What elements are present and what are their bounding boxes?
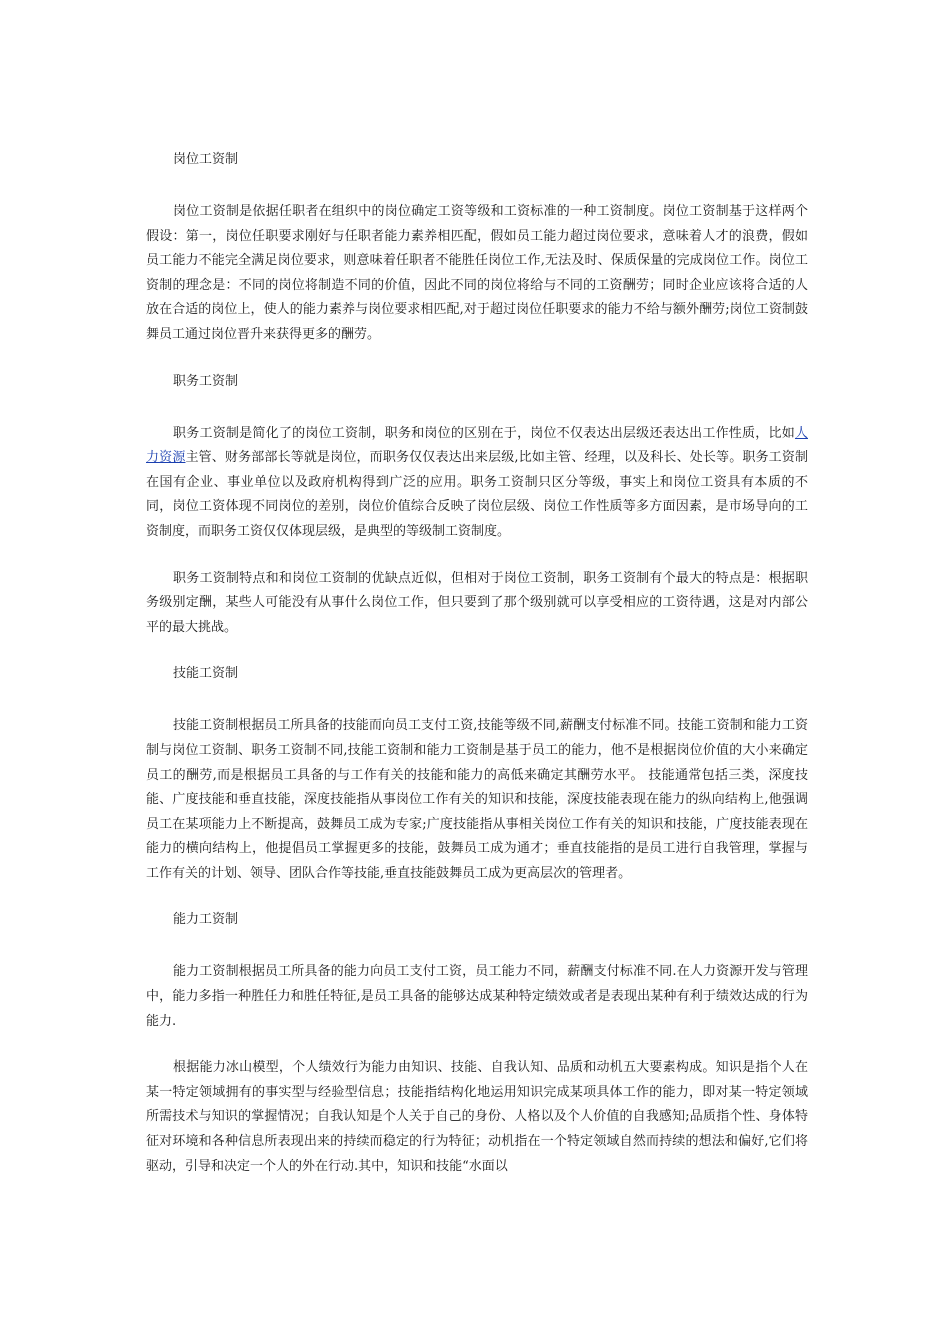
section-heading-zhiwu: 职务工资制 [173, 373, 239, 389]
paragraph-zhiwu-2: 职务工资制特点和和岗位工资制的优缺点近似，但相对于岗位工资制，职务工资制有个最大的特点是：根据职务级别定酬，某些人可能没有从事什么岗位工作，但只要到了那个级别就可以享受相应的工资待遇，这是对内部公平的最大挑战。 [146, 570, 808, 635]
paragraph-text: 职务工资制是简化了的岗位工资制，职务和岗位的区别在于，岗位不仅表达出层级还表达出工作性质，比如 [173, 425, 795, 441]
paragraph-nengli-1: 能力工资制根据员工所具备的能力向员工支付工资，员工能力不同，薪酬支付标准不同.在人力资源开发与管理中，能力多指一种胜任力和胜任特征,是员工具备的能够达成某种特定绩效或者是表现出某种有利于绩效达成的行为能力. [146, 964, 808, 1029]
document-page [146, 148, 808, 1201]
paragraph-gangwei-1: 岗位工资制是依据任职者在组织中的岗位确定工资等级和工资标准的一种工资制度。岗位工资制基于这样两个假设：第一，岗位任职要求刚好与任职者能力素养相匹配，假如员工能力超过岗位要求，意味着人才的浪费，假如员工能力不能完全满足岗位要求，则意味着任职者不能胜任岗位工作,无法及时、保质保量的完成岗位工作。岗位工资制的理念是：不同的岗位将制造不同的价值，因此不同的岗位将给与不同的工资酬劳；同时企业应该将合适的人放在合适的岗位上，使人的能力素养与岗位要求相匹配,对于超过岗位任职要求的能力不给与额外酬劳;岗位工资制鼓舞员工通过岗位晋升来获得更多的酬劳。 [146, 204, 808, 342]
section-heading-gangwei: 岗位工资制 [173, 152, 239, 167]
section-heading-jineng: 技能工资制 [173, 666, 239, 682]
section-heading-nengli: 能力工资制 [173, 912, 239, 928]
paragraph-zhiwu-1 [146, 422, 808, 545]
paragraph-nengli-2: 根据能力冰山模型，个人绩效行为能力由知识、技能、自我认知、品质和动机五大要素构成。知识是指个人在某一特定领域拥有的事实型与经验型信息；技能指结构化地运用知识完成某项具体工作的能力，即对某一特定领域所需技术与知识的掌握情况；自我认知是个人关于自己的身份、人格以及个人价值的自我感知;品质指个性、身体特征对环境和各种信息所表现出来的持续而稳定的行为特征；动机指在一个特定领域自然而持续的想法和偏好,它们将驱动，引导和决定一个人的外在行动.其中，知识和技能“水面以 [146, 1060, 808, 1174]
hr-link[interactable]: 人力资源 [146, 425, 808, 466]
paragraph-jineng-1: 技能工资制根据员工所具备的技能而向员工支付工资,技能等级不同,薪酬支付标准不同。技能工资制和能力工资制与岗位工资制、职务工资制不同,技能工资制和能力工资制是基于员工的能力，他不是根据岗位价值的大小来确定员工的酬劳,而是根据员工具备的与工作有关的技能和能力的高低来确定其酬劳水平。 技能通常包括三类，深度技能、广度技能和垂直技能，深度技能指从事岗位工作有关的知识和技能，深度技能表现在能力的纵向结构上,他强调员工在某项能力上不断提高，鼓舞员工成为专家;广度技能指从事相关岗位工作有关的知识和技能，广度技能表现在能力的横向结构上，他提倡员工掌握更多的技能，鼓舞员工成为通才；垂直技能指的是员工进行自我管理，掌握与工作有关的计划、领导、团队合作等技能,垂直技能鼓舞员工成为更高层次的管理者。 [146, 718, 808, 881]
paragraph-text: 主管、财务部部长等就是岗位，而职务仅仅表达出来层级,比如主管、经理，以及科长、处长等。职务工资制在国有企业、事业单位以及政府机构得到广泛的应用。职务工资制只区分等级，事实上和岗位工资具有本质的不同，岗位工资体现不同岗位的差别，岗位价值综合反映了岗位层级、岗位工作性质等多方面因素，是市场导向的工资制度，而职务工资仅仅体现层级，是典型的等级制工资制度。 [146, 450, 808, 539]
